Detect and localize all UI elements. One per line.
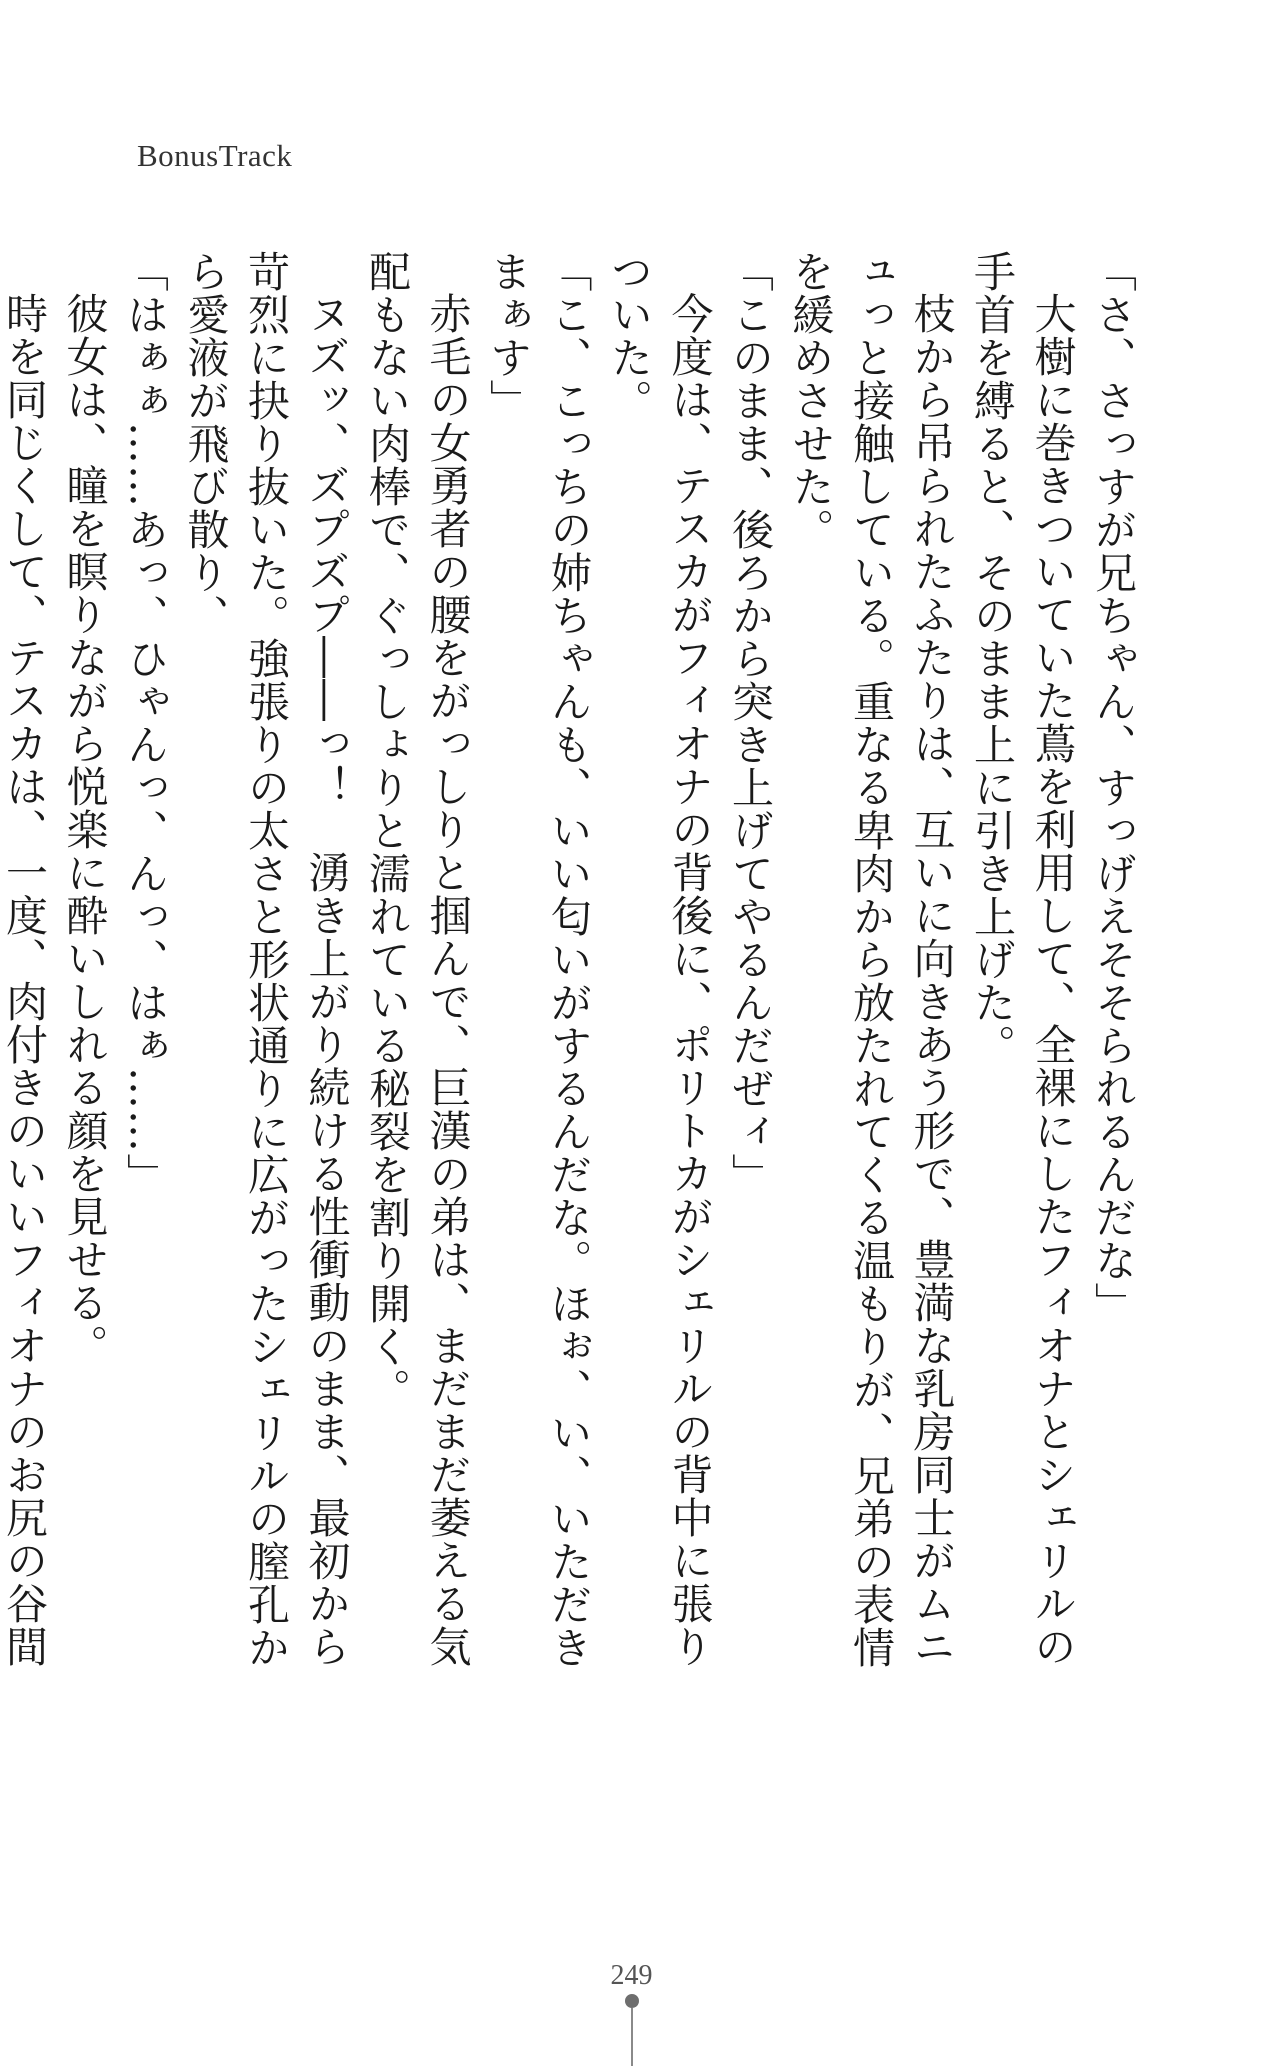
page-number: 249 — [610, 1960, 653, 1991]
paragraph: 時を同じくして、テスカは、一度、肉付きのいいフィオナのお尻の谷間 — [0, 292, 49, 1668]
paragraph: 枝から吊られたふたりは、互いに向きあう形で、豊満な乳房同士がムニュっと接触している。重なる卑肉から放たれてくる温もりが、兄弟の表情を緩めさせた。 — [786, 250, 957, 1669]
folio-dot-ornament — [625, 1994, 639, 2008]
paragraph: 大樹に巻きついていた蔦を利用して、全裸にしたフィオナとシェリルの手首を縛ると、そのまま上に引き上げた。 — [968, 250, 1078, 1668]
paragraph: 赤毛の女勇者の腰をがっしりと掴んで、巨漢の弟は、まだまだ萎える気配もない肉棒で、ぐっしょりと濡れている秘裂を割り開く。 — [363, 250, 473, 1668]
paragraph: ヌズッ、ズプズプ――っ！ 湧き上がり続ける性衝動のまま、最初から苛烈に抉り抜いた。強張りの太さと形状通りに広がったシェリルの膣孔から愛液が飛び散り、 — [181, 250, 352, 1669]
paragraph: 今度は、テスカがフィオナの背後に、ポリトカがシェリルの背中に張りついた。 — [605, 250, 715, 1668]
paragraph: 「さ、さっすが兄ちゃん、すっげえそそられるんだな」 — [1089, 250, 1138, 1325]
paragraph: 「こ、こっちの姉ちゃんも、いい匂いがするんだな。ほぉ、い、いただきまぁす」 — [484, 250, 594, 1669]
vertical-body-text — [0, 250, 1143, 1700]
folio-line-ornament — [631, 2008, 633, 2066]
running-title: BonusTrack — [137, 138, 293, 173]
paragraph: 「はぁぁ……あっ、ひゃんっ、んっ、はぁ……」 — [121, 250, 170, 1196]
paragraph: 彼女は、瞳を瞑りながら悦楽に酔いしれる顔を見せる。 — [60, 292, 110, 1367]
paragraph: 「このまま、後ろから突き上げてやるんだぜィ」 — [726, 250, 775, 1196]
